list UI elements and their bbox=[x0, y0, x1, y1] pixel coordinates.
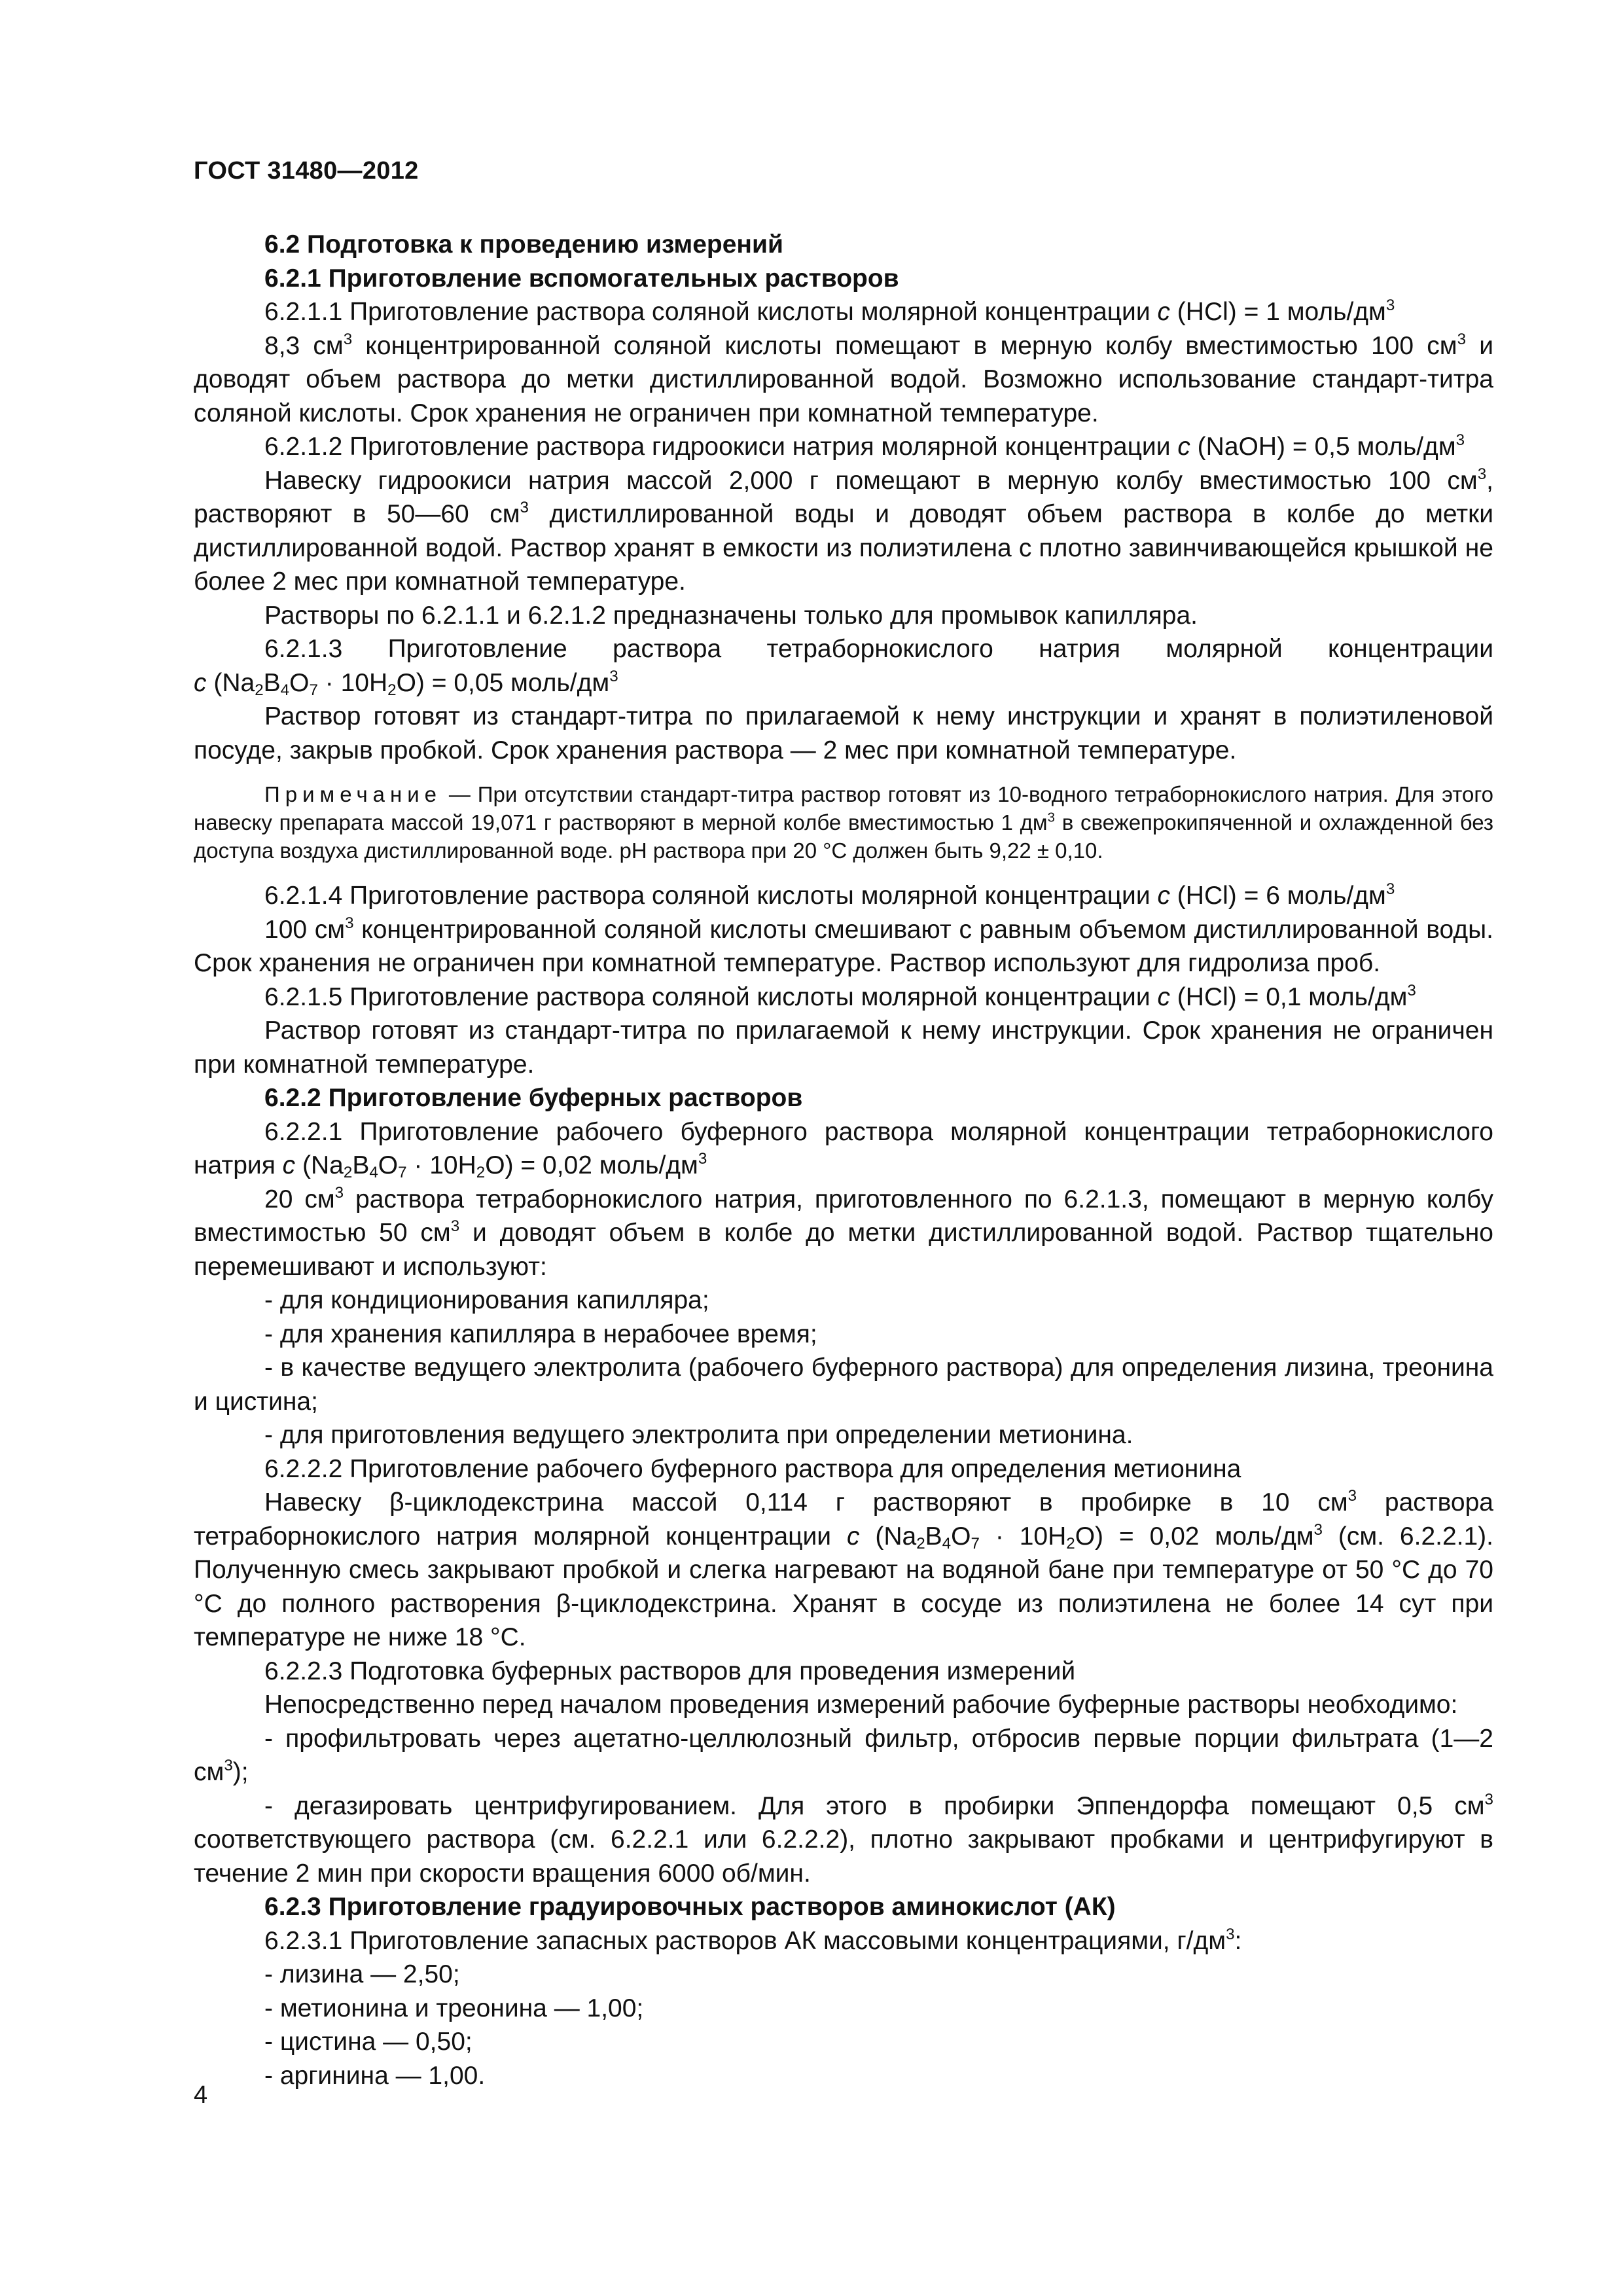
superscript: 3 bbox=[345, 914, 354, 932]
text-segment: - для приготовления ведущего электролита при определении метионина. bbox=[264, 1421, 1133, 1449]
text-segment: (NaOH) = 0,5 моль/дм bbox=[1190, 433, 1456, 461]
text-segment: концентрированной соляной кислоты смешивают с равным объемом дистиллированной воды. Срок хранения не ограничен при комнатной температуре. Раствор используют для гидролиза проб. bbox=[194, 915, 1494, 977]
text-segment: c bbox=[194, 668, 207, 697]
text-segment: c bbox=[846, 1522, 860, 1551]
paragraph bbox=[194, 1992, 1493, 2026]
superscript: 3 bbox=[1455, 431, 1465, 450]
subscript: 2 bbox=[1066, 1534, 1075, 1552]
text-segment: 6.2.1.3 Приготовление раствора тетраборнокислого натрия молярной концентрации bbox=[264, 635, 1493, 663]
text-segment: O bbox=[951, 1522, 971, 1551]
text-segment: - метионина и треонина — 1,00; bbox=[264, 1994, 644, 2022]
superscript: 3 bbox=[520, 499, 529, 517]
text-segment: раствора тетраборнокислого натрия, приготовленного по 6.2.1.3, помещают в мерную колбу вместимостью 50 см bbox=[194, 1185, 1494, 1247]
paragraph bbox=[194, 700, 1493, 767]
text-segment: Растворы по 6.2.1.1 и 6.2.1.2 предназначены только для промывок капилляра. bbox=[264, 601, 1198, 630]
text-segment: 6.2 Подготовка к проведению измерений bbox=[264, 230, 783, 259]
text-segment: и доводят объем в колбе до метки дистиллированной водой. Раствор тщательно перемешивают и используют: bbox=[194, 1219, 1493, 1281]
superscript: 3 bbox=[343, 330, 353, 348]
text-segment: 6.2.2.1 Приготовление рабочего буферного раствора молярной концентрации тетраборнокислого натрия bbox=[194, 1117, 1493, 1179]
text-segment: соответствующего раствора (см. 6.2.2.1 или 6.2.2.2), плотно закрывают пробками и центрифугируют в течение 2 мин при скорости вращения 6000 об/мин. bbox=[194, 1825, 1493, 1888]
text-segment: - в качестве ведущего электролита (рабочего буферного раствора) для определения лизина, треонина и цистина; bbox=[194, 1354, 1493, 1416]
text-segment: 6.2.1.5 Приготовление раствора соляной кислоты молярной концентрации bbox=[264, 982, 1158, 1011]
paragraph bbox=[194, 295, 1493, 329]
paragraph bbox=[194, 980, 1493, 1014]
paragraph bbox=[194, 1351, 1493, 1418]
subscript: 7 bbox=[398, 1164, 407, 1182]
paragraph bbox=[194, 1183, 1493, 1284]
text-segment: Раствор готовят из стандарт-титра по прилагаемой к нему инструкции. Срок хранения не ограничен при комнатной температуре. bbox=[194, 1016, 1493, 1079]
text-segment: , растворяют в 50—60 см bbox=[194, 466, 1493, 528]
paragraph bbox=[194, 1486, 1493, 1655]
paragraph bbox=[194, 632, 1493, 666]
superscript: 3 bbox=[609, 667, 618, 685]
text-segment: - профильтровать через ацетатно-целлюлозный фильтр, отбросив первые порции фильтрата (1—2 см bbox=[194, 1724, 1493, 1786]
text-segment: 6.2.2.3 Подготовка буферных растворов для проведения измерений bbox=[264, 1657, 1076, 1685]
superscript: 3 bbox=[1347, 1487, 1357, 1505]
text-segment: · 10H bbox=[317, 668, 388, 697]
superscript: 3 bbox=[334, 1183, 344, 1202]
text-segment: (Na bbox=[859, 1522, 917, 1551]
superscript: 3 bbox=[1313, 1520, 1323, 1539]
text-segment: B bbox=[263, 668, 281, 697]
paragraph bbox=[194, 1924, 1493, 1958]
text-segment: концентрированной соляной кислоты помещают в мерную колбу вместимостью 100 см bbox=[352, 331, 1457, 360]
text-segment: c bbox=[1177, 433, 1190, 461]
text-segment: Непосредственно перед началом проведения измерений рабочие буферные растворы необходимо: bbox=[264, 1691, 1458, 1719]
paragraph bbox=[194, 430, 1493, 464]
text-segment: 20 см bbox=[264, 1185, 335, 1213]
text-segment: (Na bbox=[206, 668, 255, 697]
paragraph bbox=[194, 1688, 1493, 1722]
text-segment: (Na bbox=[295, 1151, 344, 1179]
subscript: 4 bbox=[280, 681, 290, 699]
superscript: 3 bbox=[1226, 1925, 1235, 1943]
text-segment: 8,3 см bbox=[264, 331, 344, 360]
text-segment: c bbox=[1157, 882, 1170, 910]
text-segment: Навеску β-циклодекстрина массой 0,114 г растворяют в пробирке в 10 см bbox=[264, 1488, 1348, 1516]
text-segment: 6.2.1 Приготовление вспомогательных растворов bbox=[264, 264, 899, 293]
paragraph bbox=[194, 666, 1493, 700]
text-segment: - для кондиционирования капилляра; bbox=[264, 1286, 709, 1314]
text-segment: в свежепрокипяченной и охлажденной без доступа воздуха дистиллированной воде. pH раствора при 20 °С должен быть 9,22 ± 0,10. bbox=[194, 810, 1493, 863]
text-segment: раствора тетраборнокислого натрия молярной концентрации bbox=[194, 1488, 1493, 1551]
note-paragraph bbox=[194, 780, 1493, 865]
subscript: 2 bbox=[387, 681, 397, 699]
text-segment: ); bbox=[232, 1758, 249, 1786]
text-segment: O) = 0,05 моль/дм bbox=[396, 668, 610, 697]
document-body bbox=[194, 228, 1493, 2092]
text-segment: : bbox=[1234, 1926, 1242, 1955]
text-segment: B bbox=[925, 1522, 942, 1551]
text-segment: - для хранения капилляра в нерабочее время; bbox=[264, 1319, 817, 1348]
text-segment: 6.2.3.1 Приготовление запасных растворов АК массовыми концентрациями, г/дм bbox=[264, 1926, 1226, 1955]
superscript: 3 bbox=[698, 1150, 707, 1168]
text-segment: c bbox=[1157, 982, 1170, 1011]
paragraph bbox=[194, 2059, 1493, 2093]
text-segment: (см. 6.2.2.1). Полученную смесь закрывают пробкой и слегка нагревают на водяной бане при температуре от 50 °С до 70 °С до полного растворения β-циклодекстрина. Хранят в сосуде из полиэтилена не более 14 сут при температуре не ниже 18 °С. bbox=[194, 1522, 1494, 1651]
superscript: 3 bbox=[1407, 981, 1416, 999]
text-segment: 6.2.1.2 Приготовление раствора гидроокиси натрия молярной концентрации bbox=[264, 433, 1178, 461]
text-segment: O) = 0,02 моль/дм bbox=[485, 1151, 698, 1179]
paragraph bbox=[194, 1318, 1493, 1352]
superscript: 3 bbox=[450, 1217, 460, 1236]
text-segment: 6.2.1.4 Приготовление раствора соляной кислоты молярной концентрации bbox=[264, 882, 1158, 910]
text-segment: - цистина — 0,50; bbox=[264, 2028, 473, 2056]
text-segment: 100 см bbox=[264, 915, 346, 944]
subscript: 2 bbox=[476, 1164, 486, 1182]
text-segment: 6.2.2.2 Приготовление рабочего буферного раствора для определения метионина bbox=[264, 1454, 1241, 1483]
paragraph bbox=[194, 2025, 1493, 2059]
paragraph bbox=[194, 913, 1493, 980]
superscript: 3 bbox=[1457, 330, 1467, 348]
subscript: 2 bbox=[916, 1534, 925, 1552]
paragraph bbox=[194, 464, 1493, 599]
superscript: 3 bbox=[1477, 465, 1487, 483]
text-segment: · 10H bbox=[979, 1522, 1067, 1551]
paragraph bbox=[194, 1722, 1493, 1789]
paragraph bbox=[194, 1418, 1493, 1452]
subscript: 4 bbox=[942, 1534, 952, 1552]
paragraph bbox=[194, 1283, 1493, 1318]
text-segment: Навеску гидроокиси натрия массой 2,000 г помещают в мерную колбу вместимостью 100 см bbox=[264, 466, 1478, 495]
subscript: 7 bbox=[309, 681, 318, 699]
subscript: 2 bbox=[255, 681, 264, 699]
text-segment: Раствор готовят из стандарт-титра по прилагаемой к нему инструкции и хранят в полиэтиленовой посуде, закрыв пробкой. Срок хранения раствора — 2 мес при комнатной температуре. bbox=[194, 702, 1493, 764]
subscript: 4 bbox=[369, 1164, 378, 1182]
section-heading bbox=[194, 1890, 1493, 1924]
paragraph bbox=[194, 1958, 1493, 1992]
paragraph bbox=[194, 329, 1493, 431]
text-segment: дистиллированной воды и доводят объем раствора в колбе до метки дистиллированной водой. Раствор хранят в емкости из полиэтилена с плотно завинчивающейся крышкой не более 2 мес при комнатной температуре. bbox=[194, 500, 1493, 596]
paragraph bbox=[194, 1789, 1493, 1891]
page-number: 4 bbox=[194, 2081, 208, 2109]
text-segment: - дегазировать центрифугированием. Для этого в пробирки Эппендорфа помещают 0,5 см bbox=[264, 1791, 1485, 1820]
text-segment: c bbox=[282, 1151, 296, 1179]
text-segment: B bbox=[352, 1151, 370, 1179]
text-segment: O bbox=[289, 668, 310, 697]
section-heading bbox=[194, 262, 1493, 296]
text-segment: (HCl) = 6 моль/дм bbox=[1169, 882, 1386, 910]
superscript: 3 bbox=[1484, 1790, 1493, 1808]
superscript: 3 bbox=[224, 1757, 233, 1775]
section-heading bbox=[194, 228, 1493, 262]
text-segment: (HCl) = 1 моль/дм bbox=[1169, 298, 1386, 326]
paragraph bbox=[194, 1655, 1493, 1689]
section-heading bbox=[194, 1081, 1493, 1115]
superscript: 3 bbox=[1047, 810, 1055, 825]
paragraph bbox=[194, 1452, 1493, 1486]
text-segment: — При отсутствии стандарт-титра раствор готовят из 10-водного тетраборнокислого натрия. Для этого навеску препарата массой 19,071 г растворяют в мерной колбе вместимостью 1 дм bbox=[194, 782, 1493, 834]
text-segment: O bbox=[378, 1151, 399, 1179]
subscript: 7 bbox=[971, 1534, 980, 1552]
paragraph bbox=[194, 599, 1493, 633]
superscript: 3 bbox=[1385, 880, 1395, 899]
paragraph bbox=[194, 1115, 1493, 1183]
text-segment: 6.2.3 Приготовление градуировочных растворов аминокислот (АК) bbox=[264, 1893, 1116, 1921]
text-segment: · 10H bbox=[406, 1151, 476, 1179]
text-segment: O) = 0,02 моль/дм bbox=[1075, 1522, 1314, 1551]
text-segment: 6.2.2 Приготовление буферных растворов bbox=[264, 1084, 803, 1112]
text-segment: - аргинина — 1,00. bbox=[264, 2061, 486, 2090]
text-segment: c bbox=[1157, 298, 1170, 326]
text-segment: 6.2.1.1 Приготовление раствора соляной кислоты молярной концентрации bbox=[264, 298, 1158, 326]
superscript: 3 bbox=[1385, 296, 1395, 315]
subscript: 2 bbox=[343, 1164, 353, 1182]
text-segment: и доводят объем раствора до метки дистиллированной водой. Возможно использование стандарт-титра соляной кислоты. Срок хранения не ограничен при комнатной температуре. bbox=[194, 331, 1493, 427]
text-segment: (HCl) = 0,1 моль/дм bbox=[1169, 982, 1408, 1011]
paragraph bbox=[194, 879, 1493, 913]
document-header-code: ГОСТ 31480—2012 bbox=[194, 157, 419, 185]
paragraph bbox=[194, 1014, 1493, 1081]
note-label: Примечание bbox=[264, 782, 442, 806]
text-segment: - лизина — 2,50; bbox=[264, 1960, 460, 1988]
